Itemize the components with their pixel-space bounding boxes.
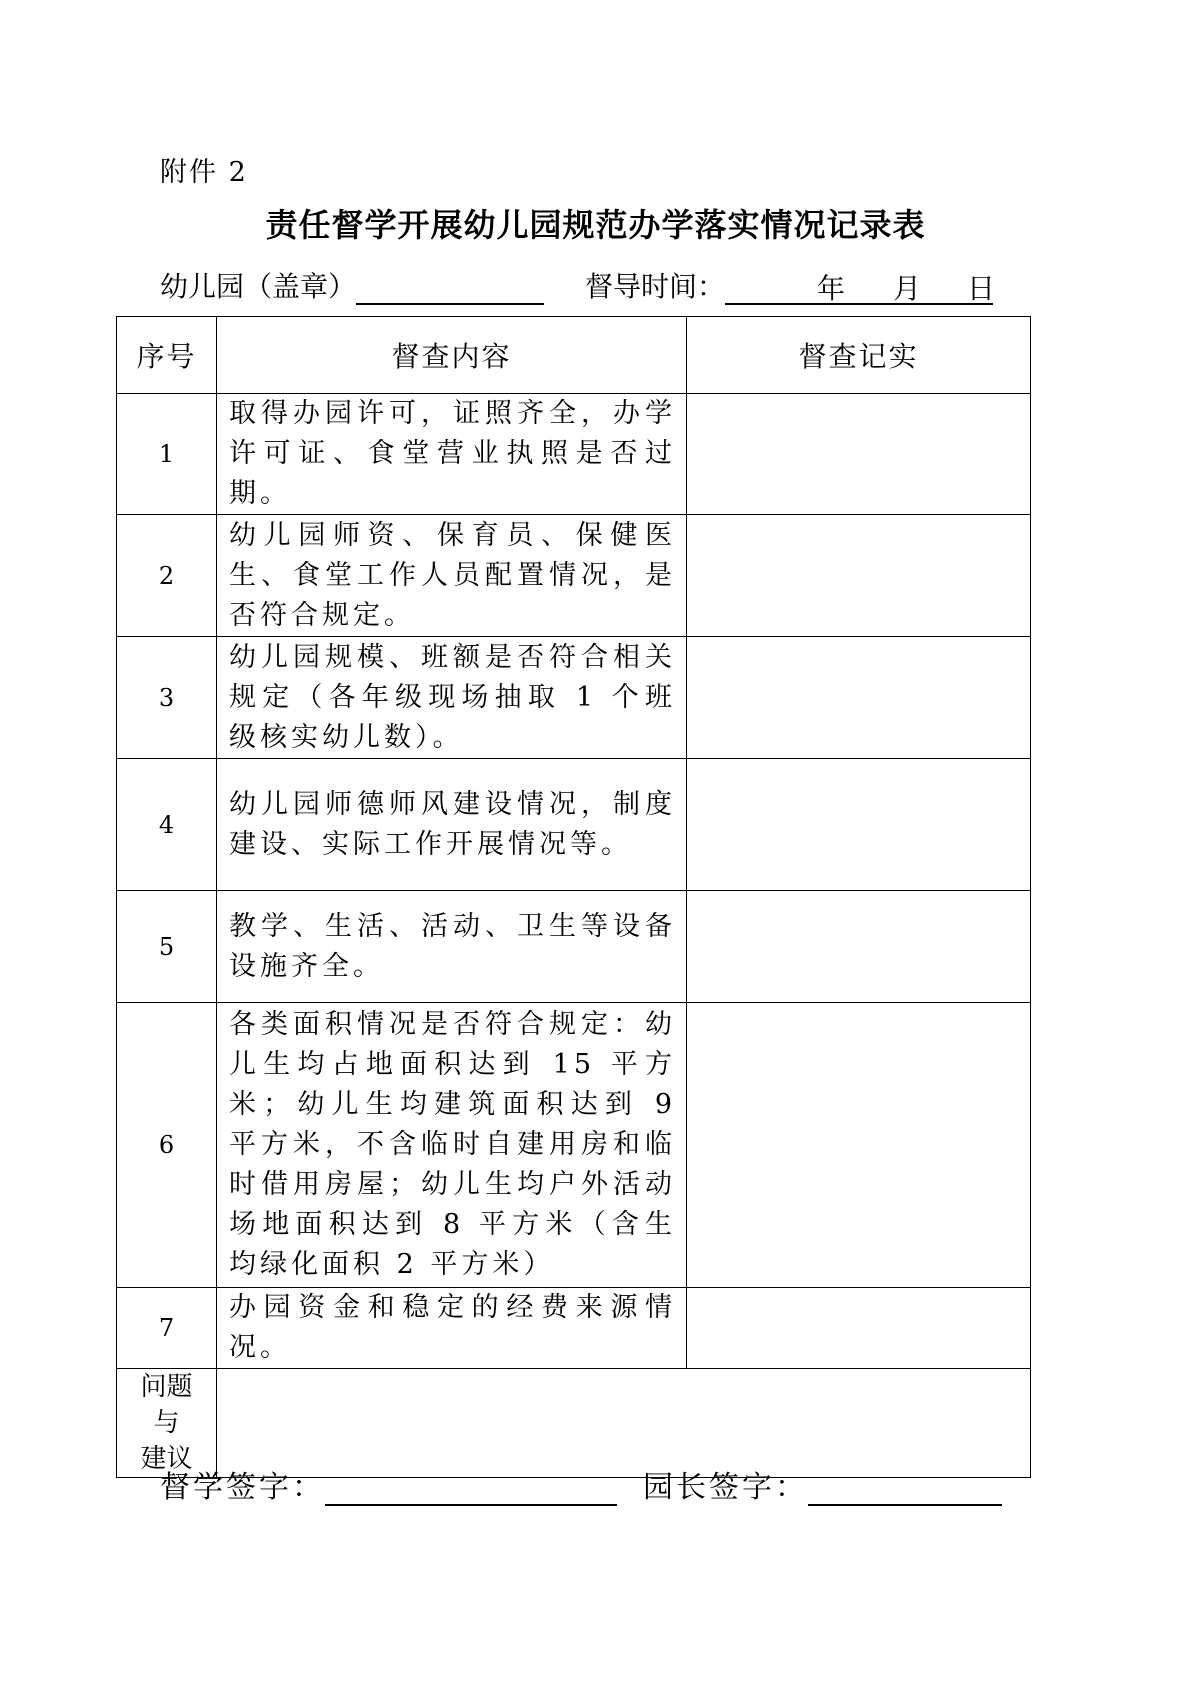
header-no: 序号 — [117, 317, 217, 394]
row-content: 幼儿园师德师风建设情况，制度建设、实际工作开展情况等。 — [217, 759, 687, 891]
row-record-field[interactable] — [687, 394, 1031, 515]
row-record-field[interactable] — [687, 637, 1031, 759]
table-row — [117, 637, 1031, 759]
row-content: 教学、生活、活动、卫生等设备设施齐全。 — [217, 891, 687, 1003]
kindergarten-label: 幼儿园（盖章） — [160, 270, 357, 303]
attachment-label: 附件 2 — [160, 157, 248, 188]
kindergarten-stamp-field[interactable] — [356, 267, 544, 305]
row-number: 7 — [117, 1288, 217, 1369]
row-content: 办园资金和稳定的经费来源情况。 — [217, 1288, 687, 1369]
row-record-field[interactable] — [687, 759, 1031, 891]
row-content: 幼儿园规模、班额是否符合相关规定（各年级现场抽取 1 个班级核实幼儿数）。 — [217, 637, 687, 759]
issues-label-line: 建议 — [140, 1444, 193, 1474]
kindergarten-stamp-line — [160, 265, 544, 305]
table-row — [117, 759, 1031, 891]
row-number: 2 — [117, 515, 217, 637]
row-record-field[interactable] — [687, 891, 1031, 1003]
table-row — [117, 394, 1031, 515]
row-number: 3 — [117, 637, 217, 759]
inspection-time-label: 督导时间： — [585, 270, 726, 303]
row-record-field[interactable] — [687, 1288, 1031, 1369]
day-label: 日 — [967, 272, 996, 305]
inspection-time-line — [585, 265, 996, 305]
inspection-date-field[interactable] — [725, 267, 996, 305]
inspection-record-table — [116, 316, 1031, 1478]
table-row — [117, 891, 1031, 1003]
issues-label-line: 问题 — [140, 1372, 193, 1402]
document-title: 责任督学开展幼儿园规范办学落实情况记录表 — [265, 206, 926, 244]
row-number: 5 — [117, 891, 217, 1003]
table-row — [117, 1288, 1031, 1369]
table-row — [117, 515, 1031, 637]
inspector-signature-label: 督学签字： — [160, 1470, 325, 1505]
header-record: 督查记实 — [687, 317, 1031, 394]
header-content: 督查内容 — [217, 317, 687, 394]
principal-signature-label: 园长签字： — [643, 1470, 808, 1505]
row-content: 各类面积情况是否符合规定：幼儿生均占地面积达到 15 平方米；幼儿生均建筑面积达到 9 平方米，不含临时自建用房和临时借用房屋；幼儿生均户外活动场地面积达到 8 平方米（含生均绿化面积 2 平方米） — [217, 1003, 687, 1288]
inspector-signature-line — [160, 1462, 617, 1506]
row-record-field[interactable] — [687, 1003, 1031, 1288]
year-label: 年 — [817, 272, 846, 305]
row-number: 6 — [117, 1003, 217, 1288]
row-number: 1 — [117, 394, 217, 515]
table-header-row — [117, 317, 1031, 394]
row-record-field[interactable] — [687, 515, 1031, 637]
table-row — [117, 1003, 1031, 1288]
row-number: 4 — [117, 759, 217, 891]
inspector-signature-field[interactable] — [325, 1468, 617, 1506]
month-label: 月 — [893, 272, 922, 305]
issues-label-line: 与 — [153, 1408, 180, 1438]
row-content: 幼儿园师资、保育员、保健医生、食堂工作人员配置情况，是否符合规定。 — [217, 515, 687, 637]
row-content: 取得办园许可，证照齐全，办学许可证、食堂营业执照是否过期。 — [217, 394, 687, 515]
principal-signature-line — [643, 1462, 1002, 1506]
principal-signature-field[interactable] — [808, 1468, 1002, 1506]
